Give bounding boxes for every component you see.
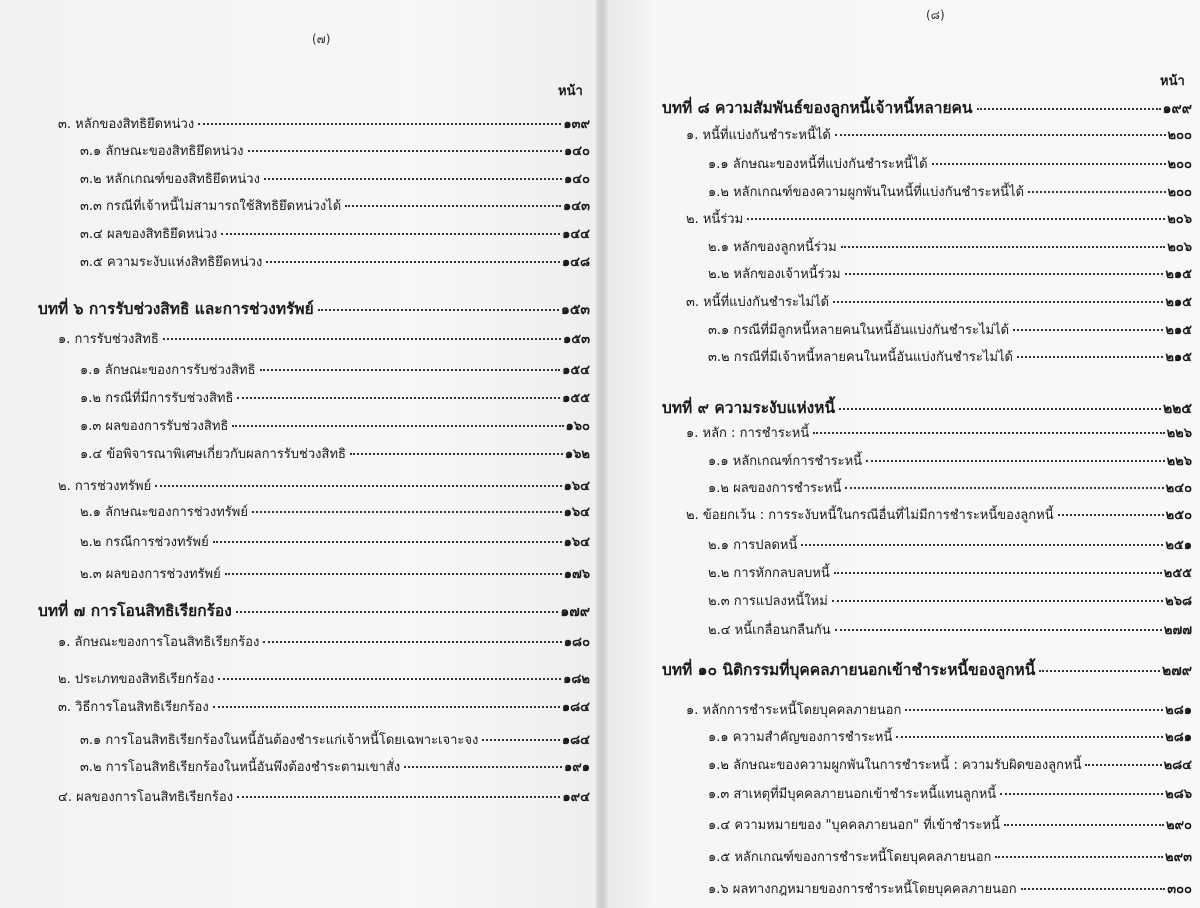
toc-entry-title: ๓.๓ กรณีที่เจ้าหนี้ไม่สามารถใช้สิทธิยึดหน่วงได้ [80,199,342,214]
toc-entry [708,236,1192,257]
toc-entry-page-number: ๑๖๔ [563,479,590,494]
toc-entry-title: ๓. หนี้ที่แบ่งกันชำระไม่ได้ [686,295,830,310]
toc-entry-title: บทที่ ๙ ความระงับแห่งหนี้ [662,399,836,417]
toc-entry-page-number: ๒๗๗ [1163,623,1192,638]
dot-leader [213,706,560,708]
toc-entry-title: ๒.๔ หนี้เกลื่อนกลืนกัน [708,623,831,638]
toc-entry-page-number: ๒๐๐ [1167,128,1192,143]
toc-entry [686,124,1192,145]
toc-entry-page-number: ๒๘๑ [1165,703,1192,718]
toc-entry [708,846,1192,867]
toc-entry-title: ๓.๒ กรณีที่มีเจ้าหนี้หลายคนในหนี้อันแบ่งกันชำระไม่ได้ [708,350,1013,365]
page-column-header: หน้า [558,84,583,99]
toc-entry-title: ๒. ข้อยกเว้น : การระงับหนี้ในกรณีอื่นที่ไม่มีการชำระหนี้ของลูกหนี้ [686,508,1054,523]
toc-entry-page-number: ๑๗๖ [563,567,590,582]
toc-entry-title: ๑.๓ สาเหตุที่มีบุคคลภายนอกเข้าชำระหนี้แทนลูกหนี้ [708,787,997,802]
dot-leader [248,150,562,152]
toc-entry-title: บทที่ ๗ การโอนสิทธิเรียกร้อง [38,602,232,620]
toc-entry-title: ๒.๒ หลักของเจ้าหนี้ร่วม [708,267,841,282]
toc-entry-title: ๑.๒ ลักษณะของความผูกพันในการชำระหนี้ : ความรับผิดของลูกหนี้ [708,758,1082,773]
toc-entry-title: ๒.๑ การปลดหนี้ [708,538,798,553]
dot-leader [345,205,561,207]
dot-leader [905,709,1163,711]
toc-entry-title: ๒.๓ ผลของการช่วงทรัพย์ [80,567,221,582]
toc-entry [686,208,1192,229]
toc-entry-title: บทที่ ๑๐ นิติกรรมที่บุคคลภายนอกเข้าชำระหนี้ของลูกหนี้ [662,661,1036,679]
toc-entry [708,878,1192,899]
toc-entry-title: ๑. การรับช่วงสิทธิ [58,332,159,347]
toc-entry-page-number: ๑๘๔ [561,700,590,715]
toc-entry [708,814,1192,835]
toc-entry-title: ๒.๒ การหักกลบลบหนี้ [708,566,830,581]
toc-entry-title: ๑.๖ ผลทางกฎหมายของการชำระหนี้โดยบุคคลภายนอก [708,882,1017,897]
toc-entry-page-number: ๑๕๕ [562,391,590,406]
toc-entry [80,443,590,464]
toc-entry [58,113,590,134]
dot-leader [932,163,1166,165]
toc-entry-page-number: ๒๐๖ [1167,212,1192,227]
toc-entry-page-number: ๑๔๐ [563,172,590,187]
toc-entry [80,223,590,244]
dot-leader [1085,764,1161,766]
toc-entry-title: ๓.๒ หลักเกณฑ์ของสิทธิยึดหน่วง [80,172,260,187]
dot-leader [835,134,1166,136]
dot-leader [237,397,560,399]
toc-entry-title: ๓.๑ ลักษณะของสิทธิยึดหน่วง [80,144,244,159]
toc-entry-title: ๒.๑ ลักษณะของการช่วงทรัพย์ [80,505,248,520]
dot-leader [155,485,561,487]
toc-entry-title: ๓. วิธีการโอนสิทธิเรียกร้อง [58,700,209,715]
toc-entry [708,754,1192,775]
dot-leader [266,261,560,263]
toc-entry-title: ๑. หลักการชำระหนี้โดยบุคคลภายนอก [686,703,902,718]
dot-leader [1013,329,1163,331]
toc-entry [80,531,590,552]
toc-entry-page-number: ๑๕๓ [560,302,590,318]
dot-leader [1004,824,1164,826]
toc-entry-page-number: ๑๘๔ [561,733,590,748]
toc-entry-title: ๑.๔ ข้อพิจารณาพิเศษเกี่ยวกับผลการรับช่วงสิทธิ [80,447,346,462]
toc-entry [80,359,590,380]
toc-entry-title: ๑. ลักษณะของการโอนสิทธิเรียกร้อง [58,635,260,650]
toc-entry-page-number: ๒๑๕ [1165,267,1192,282]
toc-entry-page-number: ๑๖๒ [564,447,590,462]
toc-entry [708,534,1192,555]
toc-entry [708,263,1192,284]
dot-leader [801,544,1163,546]
toc-entry-title: ๑.๑ ความสำคัญของการชำระหนี้ [708,730,893,745]
toc-entry-page-number: ๓๐๐ [1167,882,1192,897]
toc-entry-title: ๑.๑ ลักษณะของหนี้ที่แบ่งกันชำระหนี้ได้ [708,157,928,172]
toc-entry [58,328,590,349]
toc-entry-title: ๑.๑ ลักษณะของการรับช่วงสิทธิ [80,363,256,378]
toc-entry-title: ๑. หลัก : การชำระหนี้ [686,426,810,441]
dot-leader [264,178,562,180]
dot-leader [813,432,1164,434]
toc-entry-page-number: ๒๖๘ [1165,594,1192,609]
toc-chapter-entry [38,598,590,623]
left-page [0,0,596,908]
toc-entry [80,387,590,408]
dot-leader [221,233,560,235]
toc-entry-page-number: ๒๘๖ [1165,787,1192,802]
toc-entry-page-number: ๒๒๕ [1162,401,1192,417]
toc-entry-page-number: ๑๕๔ [562,363,590,378]
dot-leader [1028,191,1166,193]
dot-leader [841,246,1166,248]
toc-entry-page-number: ๒๙๐ [1165,818,1192,833]
toc-entry-page-number: ๒๘๔ [1163,758,1192,773]
toc-entry-page-number: ๑๘๒ [563,672,590,687]
dot-leader [866,460,1165,462]
toc-entry [58,696,590,717]
toc-entry-title: ๓. หลักของสิทธิยึดหน่วง [58,117,195,132]
toc-chapter-entry [662,95,1192,120]
dot-leader [1000,793,1163,795]
toc-entry-title: ๓.๒ การโอนสิทธิเรียกร้องในหนี้อันพึงต้องชำระตามเขาสั่ง [80,760,401,775]
toc-entry-page-number: ๒๒๖ [1166,426,1192,441]
toc-entry-page-number: ๒๐๖ [1167,240,1192,255]
right-page [608,0,1200,908]
dot-leader [350,453,563,455]
dot-leader [845,487,1163,489]
toc-entry [708,153,1192,174]
dot-leader [252,511,562,513]
page-folio: (๗) [312,32,331,46]
dot-leader [995,856,1163,858]
toc-entry-page-number: ๒๗๙ [1161,663,1192,679]
dot-leader [213,541,562,543]
toc-entry-title: ๓.๑ การโอนสิทธิเรียกร้องในหนี้อันต้องชำระแก่เจ้าหนี้โดยเฉพาะเจาะจง [80,733,479,748]
toc-entry-title: ๑.๑ หลักเกณฑ์การชำระหนี้ [708,454,863,469]
toc-entry-title: ๑.๒ ผลของการชำระหนี้ [708,481,842,496]
toc-entry [686,422,1192,443]
toc-entry [58,631,590,652]
toc-entry [80,563,590,584]
toc-entry [80,168,590,189]
dot-leader [260,369,561,371]
toc-entry-title: ๑. หนี้ที่แบ่งกันชำระหนี้ได้ [686,128,831,143]
toc-entry-page-number: ๑๔๓ [563,199,590,214]
toc-entry-page-number: ๒๑๕ [1165,295,1192,310]
toc-entry-title: ๑.๒ กรณีที่มีการรับช่วงสิทธิ [80,391,234,406]
dot-leader [835,629,1162,631]
toc-entry-page-number: ๒๒๖ [1166,454,1192,469]
toc-entry [708,590,1192,611]
toc-entry-title: ๔. ผลของการโอนสิทธิเรียกร้อง [58,790,234,805]
toc-entry-page-number: ๑๖๔ [563,505,590,520]
toc-entry [80,251,590,272]
dot-leader [263,641,561,643]
dot-leader [404,766,562,768]
toc-entry-title: ๑.๓ ผลของการรับช่วงสิทธิ [80,419,229,434]
page-folio: (๘) [926,8,945,22]
toc-entry [80,140,590,161]
toc-entry [58,475,590,496]
dot-leader [232,425,563,427]
toc-entry-page-number: ๑๗๙ [560,604,590,620]
toc-chapter-entry [662,657,1192,682]
dot-leader [1021,888,1166,890]
toc-entry-title: ๒.๑ หลักของลูกหนี้ร่วม [708,240,837,255]
dot-leader [318,309,559,311]
toc-entry [708,319,1192,340]
toc-entry-page-number: ๑๘๐ [563,635,590,650]
toc-entry [708,619,1192,640]
toc-entry-title: ๓.๑ กรณีที่มีลูกหนี้หลายคนในหนี้อันแบ่งกันชำระไม่ได้ [708,323,1010,338]
toc-entry-page-number: ๑๙๑ [563,760,590,775]
toc-entry-page-number: ๒๐๐ [1167,185,1192,200]
toc-entry-page-number: ๒๑๕ [1165,350,1192,365]
toc-entry-page-number: ๒๕๐ [1165,508,1192,523]
dot-leader [747,218,1165,220]
toc-entry [80,729,590,750]
dot-leader [218,678,561,680]
toc-entry-page-number: ๑๓๙ [563,117,590,132]
dot-leader [236,611,559,613]
toc-entry-title: ๒. การช่วงทรัพย์ [58,479,152,494]
toc-entry-page-number: ๑๖๐ [565,419,590,434]
toc-entry-page-number: ๒๑๕ [1165,323,1192,338]
toc-entry-title: ๑.๕ หลักเกณฑ์ของการชำระหนี้โดยบุคคลภายนอก [708,850,992,865]
toc-entry [708,726,1192,747]
toc-entry-page-number: ๒๕๑ [1165,538,1192,553]
toc-entry-title: ๒.๒ กรณีการช่วงทรัพย์ [80,535,209,550]
toc-entry-title: ๒. หนี้ร่วม [686,212,744,227]
toc-entry [708,346,1192,367]
toc-entry [80,415,590,436]
dot-leader [237,796,560,798]
toc-entry-page-number: ๑๙๙ [1162,101,1192,117]
dot-leader [225,573,562,575]
toc-entry [80,756,590,777]
dot-leader [845,273,1164,275]
toc-entry [58,668,590,689]
toc-entry-page-number: ๑๔๐ [563,144,590,159]
toc-entry [708,477,1192,498]
dot-leader [834,572,1162,574]
dot-leader [832,600,1163,602]
toc-entry-page-number: ๑๙๔ [562,790,590,805]
toc-entry-page-number: ๑๔๘ [561,255,590,270]
toc-entry-page-number: ๑๕๓ [563,332,590,347]
toc-entry-title: ๑.๔ ความหมายของ "บุคคลภายนอก" ที่เข้าชำระหนี้ [708,818,1000,833]
toc-entry-title: ๒. ประเภทของสิทธิเรียกร้อง [58,672,215,687]
dot-leader [482,739,560,741]
toc-chapter-entry [662,395,1192,420]
toc-chapter-entry [38,296,590,321]
toc-entry-page-number: ๑๖๔ [563,535,590,550]
page-column-header: หน้า [1160,74,1185,89]
toc-entry [708,562,1192,583]
toc-entry-title: ๓.๔ ผลของสิทธิยึดหน่วง [80,227,218,242]
toc-entry-page-number: ๒๔๐ [1165,481,1192,496]
toc-entry-title: บทที่ ๖ การรับช่วงสิทธิ และการช่วงทรัพย์ [38,300,314,318]
toc-entry-title: ๓.๕ ความระงับแห่งสิทธิยึดหน่วง [80,255,263,270]
toc-entry [80,501,590,522]
toc-entry-page-number: ๒๐๐ [1167,157,1192,172]
toc-entry [686,699,1192,720]
dot-leader [1017,356,1163,358]
toc-entry-page-number: ๒๕๕ [1163,566,1192,581]
dot-leader [1058,514,1164,516]
dot-leader [977,108,1161,110]
toc-entry-page-number: ๒๘๑ [1165,730,1192,745]
toc-entry-title: ๑.๒ หลักเกณฑ์ของความผูกพันในหนี้ที่แบ่งกันชำระหนี้ได้ [708,185,1025,200]
dot-leader [833,301,1163,303]
toc-entry [708,181,1192,202]
dot-leader [163,338,561,340]
toc-entry [708,450,1192,471]
toc-entry [708,783,1192,804]
toc-entry [80,195,590,216]
dot-leader [198,123,561,125]
toc-entry [58,786,590,807]
dot-leader [896,736,1163,738]
toc-entry-title: ๒.๓ การแปลงหนี้ใหม่ [708,594,828,609]
dot-leader [839,408,1161,410]
toc-entry [686,291,1192,312]
toc-entry-page-number: ๒๙๓ [1165,850,1192,865]
dot-leader [1039,670,1160,672]
toc-entry [686,504,1192,525]
book-gutter [596,0,608,908]
toc-entry-page-number: ๑๔๔ [562,227,590,242]
toc-entry-title: บทที่ ๘ ความสัมพันธ์ของลูกหนี้เจ้าหนี้หลายคน [662,99,973,117]
